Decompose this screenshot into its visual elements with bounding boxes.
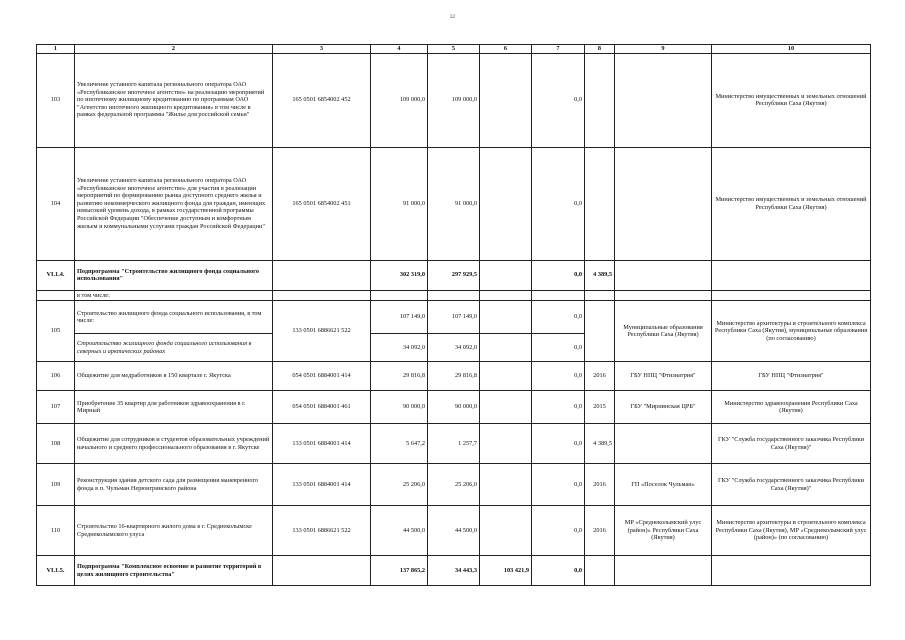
- row-responsible: ГКУ "Служба государственного заказчика Республики Саха (Якутия)": [712, 424, 871, 464]
- row-c7: 0,0: [532, 362, 585, 391]
- row-c8: 4 389,5: [585, 260, 615, 290]
- row-c5: 91 000,0: [428, 147, 480, 260]
- row-c7: 0,0: [532, 464, 585, 506]
- row-executor: ГБУ "Мирнинская ЦРБ": [615, 391, 712, 424]
- row-c6: [480, 301, 532, 334]
- row-c7: 0,0: [532, 391, 585, 424]
- row-total: 44 500,0: [371, 506, 428, 556]
- row-total: 25 206,0: [371, 464, 428, 506]
- header-cell: 10: [712, 45, 871, 54]
- row-number: 107: [37, 391, 75, 424]
- row-c5: 107 149,0: [428, 301, 480, 334]
- row-executor: МР «Среднеколымский улус (район)» Республики Саха (Якутия): [615, 506, 712, 556]
- row-name: Увеличение уставного капитала регионального оператора ОАО «Республиканское ипотечное агентство» на реализацию мероприятий по ипотечному жилищному кредитованию по программам ОАО "Агентство ипотечного жилищного кредитования» в том числе в рамках федеральной программы "Жилье для российской семьи": [75, 53, 273, 147]
- row-c8: [585, 53, 615, 147]
- row-c5: 34 443,3: [428, 556, 480, 586]
- table-row: [37, 362, 871, 391]
- row-responsible: [712, 556, 871, 586]
- table-row: [37, 506, 871, 556]
- row-number: 109: [37, 464, 75, 506]
- row-responsible: Министерство имущественных и земельных отношений Республики Саха (Якутия): [712, 53, 871, 147]
- row-year: 2016: [585, 506, 615, 556]
- page-number: 32: [449, 14, 456, 20]
- row-c7: 0,0: [532, 424, 585, 464]
- row-c6: [480, 334, 532, 362]
- row-c8: [585, 301, 615, 362]
- row-code: 165 0501 6854002 452: [273, 53, 371, 147]
- row-number: 106: [37, 362, 75, 391]
- table-row: [37, 464, 871, 506]
- row-c7: 0,0: [532, 301, 585, 334]
- row-total: 109 000,0: [371, 53, 428, 147]
- header-cell: 7: [532, 45, 585, 54]
- row-c5: 109 000,0: [428, 53, 480, 147]
- header-cell: 5: [428, 45, 480, 54]
- row-c7: 0,0: [532, 334, 585, 362]
- row-executor: [615, 147, 712, 260]
- row-code: [273, 260, 371, 290]
- header-cell: 3: [273, 45, 371, 54]
- table-row: [37, 424, 871, 464]
- row-name: Общежитие для сотрудников и студентов образовательных учреждений начального и среднего профессионального образования в г. Якутске: [75, 424, 273, 464]
- row-responsible: [712, 260, 871, 290]
- row-name: Общежитие для медработников в 150 квартале г. Якутска: [75, 362, 273, 391]
- row-name: Подпрограмма "Строительство жилищного фонда социального использования": [75, 260, 273, 290]
- row-name: Приобретение 35 квартир для работников здравоохранения в г. Мирный: [75, 391, 273, 424]
- row-c7: 0,0: [532, 506, 585, 556]
- row-code: 054 0501 6884001 461: [273, 391, 371, 424]
- subprogram-row: [37, 260, 871, 290]
- row-name: в том числе:: [75, 290, 273, 301]
- row-total: 29 816,8: [371, 362, 428, 391]
- row-code: 133 0501 6886621 522: [273, 301, 371, 362]
- row-code: 165 0501 6854002 451: [273, 147, 371, 260]
- header-row: [37, 45, 871, 54]
- row-c6: [480, 260, 532, 290]
- row-year: 2016: [585, 464, 615, 506]
- row-c7: 0,0: [532, 147, 585, 260]
- row-c5: 29 816,8: [428, 362, 480, 391]
- row-number: VI.1.4.: [37, 260, 75, 290]
- row-number: 103: [37, 53, 75, 147]
- row-executor: Муниципальные образования Республики Саха (Якутия): [615, 301, 712, 362]
- row-name: Подпрограмма "Комплексное освоение и развитие территорий в целях жилищного строительства": [75, 556, 273, 586]
- row-name: Строительство 16-квартирного жилого дома в г. Среднеколымске Среднеколымского улуса: [75, 506, 273, 556]
- row-number: VI.1.5.: [37, 556, 75, 586]
- header-cell: 8: [585, 45, 615, 54]
- row-c6: [480, 147, 532, 260]
- header-cell: 9: [615, 45, 712, 54]
- row-total: 90 000,0: [371, 391, 428, 424]
- header-cell: 6: [480, 45, 532, 54]
- row-c5: 297 929,5: [428, 260, 480, 290]
- row-c5: 25 206,0: [428, 464, 480, 506]
- row-number: 108: [37, 424, 75, 464]
- row-total: 107 149,0: [371, 301, 428, 334]
- row-c7: 0,0: [532, 556, 585, 586]
- row-c5: 34 092,0: [428, 334, 480, 362]
- row-c8: [585, 147, 615, 260]
- row-c5: 1 257,7: [428, 424, 480, 464]
- header-cell: 4: [371, 45, 428, 54]
- row-code: 133 0501 6884001 414: [273, 424, 371, 464]
- row-code: [273, 556, 371, 586]
- row-responsible: ГБУ НПЦ "Фтизиатрия": [712, 362, 871, 391]
- header-cell: 2: [75, 45, 273, 54]
- row-c8: [585, 556, 615, 586]
- row-c5: 44 500,0: [428, 506, 480, 556]
- row-total: 302 319,0: [371, 260, 428, 290]
- row-name: Строительство жилищного фонда социального использования, в том числе:: [75, 301, 273, 334]
- row-code: 133 0501 6884001 414: [273, 464, 371, 506]
- row-code: 054 0501 6884001 414: [273, 362, 371, 391]
- row-name: Реконструкция здания детского сада для размещения маневренного фонда в п. Чульман Нерюнгринского района: [75, 464, 273, 506]
- row-c5: 90 000,0: [428, 391, 480, 424]
- row-number: 105: [37, 301, 75, 362]
- row-c6: [480, 464, 532, 506]
- row-name: Увеличение уставного капитала регионального оператора ОАО «Республиканское ипотечное агентство» для участия в реализации мероприятий по формированию рынка доступного среднего жилья и развитию некоммерческого жилищного фонда для граждан, имеющих невысокий уровень дохода, в рамках государственной программы Российской Федерации "Обеспечение доступным и комфортным жильем и коммунальными услугами граждан Российской Федерации": [75, 147, 273, 260]
- row-total: 34 092,0: [371, 334, 428, 362]
- table-row: [37, 290, 871, 301]
- row-c7: 0,0: [532, 260, 585, 290]
- row-c6: 103 421,9: [480, 556, 532, 586]
- header-cell: 1: [37, 45, 75, 54]
- row-name: Строительство жилищного фонда социального использования в северных и арктических районах: [75, 334, 273, 362]
- row-c7: 0,0: [532, 53, 585, 147]
- row-number: 110: [37, 506, 75, 556]
- row-c8: 4 389,5: [585, 424, 615, 464]
- table-row: [37, 53, 871, 147]
- table-row: [37, 301, 871, 334]
- row-c6: [480, 424, 532, 464]
- row-responsible: Министерство архитектуры и строительного комплекса Республики Саха (Якутия), МР «Среднеколымский улус (район)» (по согласованию): [712, 506, 871, 556]
- row-executor: [615, 53, 712, 147]
- row-responsible: Министерство здравоохранения Республики Саха (Якутия): [712, 391, 871, 424]
- row-executor: [615, 424, 712, 464]
- row-total: 91 000,0: [371, 147, 428, 260]
- row-code: 133 0501 6886621 522: [273, 506, 371, 556]
- row-c6: [480, 506, 532, 556]
- row-executor: [615, 556, 712, 586]
- row-year: 2016: [585, 362, 615, 391]
- row-c6: [480, 391, 532, 424]
- row-number: 104: [37, 147, 75, 260]
- subprogram-row: [37, 556, 871, 586]
- row-executor: [615, 260, 712, 290]
- row-total: 5 647,2: [371, 424, 428, 464]
- row-year: 2015: [585, 391, 615, 424]
- row-c6: [480, 53, 532, 147]
- row-c6: [480, 362, 532, 391]
- row-total: 137 865,2: [371, 556, 428, 586]
- table-row: [37, 147, 871, 260]
- program-table: [36, 44, 871, 586]
- row-responsible: ГКУ "Служба государственного заказчика Республики Саха (Якутия)": [712, 464, 871, 506]
- row-responsible: Министерство архитектуры и строительного комплекса Республики Саха (Якутия), муниципальные образования (по согласованию): [712, 301, 871, 362]
- row-executor: ГП «Поселок Чульман»: [615, 464, 712, 506]
- table-row: [37, 391, 871, 424]
- row-responsible: Министерство имущественных и земельных отношений Республики Саха (Якутия): [712, 147, 871, 260]
- row-executor: ГБУ НПЦ "Фтизиатрия": [615, 362, 712, 391]
